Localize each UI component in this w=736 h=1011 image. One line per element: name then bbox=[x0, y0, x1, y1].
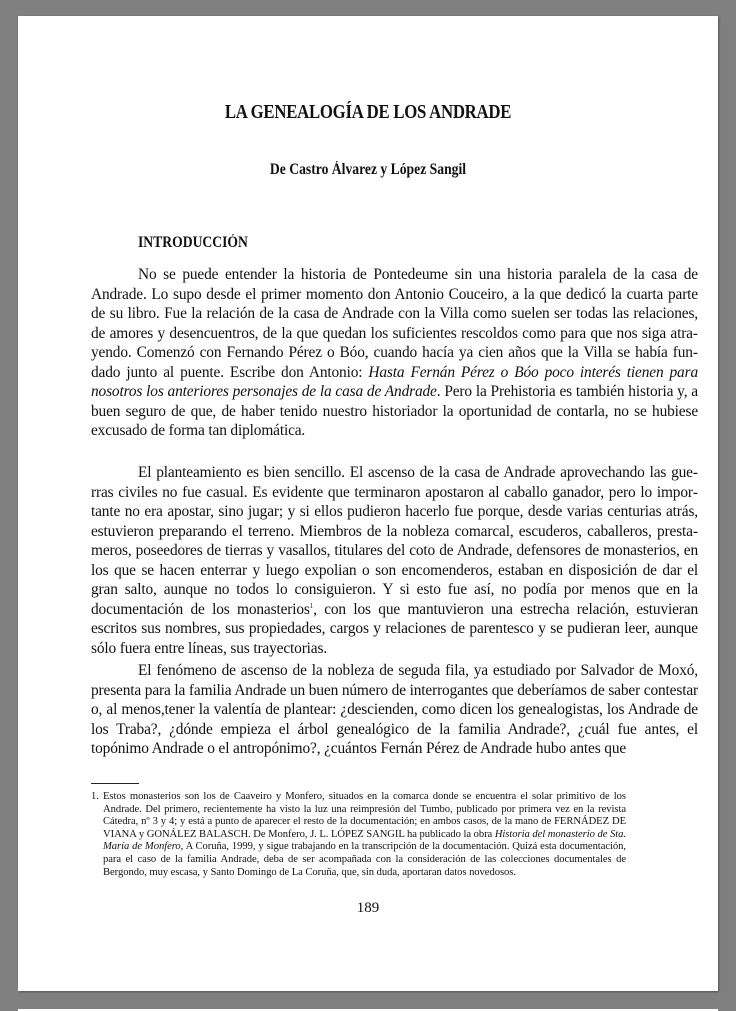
footnote-text bbox=[103, 791, 626, 879]
paragraph-text-part: No se puede entender la historia de Pontedeume sin una historia paralela de la casa de Andrade. Lo supo desde el primer momento don Antonio Couceiro, a la que dedicó la cuarta parte de su libro. Fue la relación de la casa de Andrade con la Villa como suelen ser todas las relaciones, de amores y desencuentros, de la que quedan los suficientes rescoldos como para que nos siga atrayendo. Comenzó con Fernando Pérez o Bóo, cuando hacía ya cien años que la Villa se había fundado junto al puente. Escribe don Antonio: bbox=[91, 266, 698, 381]
footnote-text-part: , A Coruña, 1999, y sigue trabajando en la transcripción de la documentación. Quizá esta documentación, para el caso de la familia Andrade, deba de ser acompañada con la consideración de las colecciones documentales de Bergondo, muy escasa, y Santo Domingo de La Coruña, que, sin duda, aportaran datos novedosos. bbox=[103, 841, 626, 878]
footnote bbox=[91, 791, 626, 879]
paragraph-text: El fenómeno de ascenso de la nobleza de seguda fila, ya estudiado por Salvador de Moxó, presenta para la familia Andrade un buen número de interrogantes que deberíamos de saber contestar o, al menos,tener la valentía de plantear: ¿descienden, como dicen los genealogistas, los Andrade de los Traba?, ¿dónde empieza el árbol genealógico de la familia Andrade?, ¿cuál fue antes, el topónimo Andrade o el antropónimo?, ¿cuántos Fernán Pérez de Andrade hubo antes que bbox=[91, 662, 698, 757]
paragraph-text-part: . Pero la Prehistoria es también historia y, a buen seguro de que, de haber tenido nuestro historiador la oportunidad de contarla, no se hubiese excusado de forma tan diplomática. bbox=[91, 383, 698, 439]
footnote-divider bbox=[91, 783, 139, 784]
footnote-book-title: Historia del monasterio de Sta. María de Monfero bbox=[103, 828, 626, 853]
document-page bbox=[18, 16, 718, 991]
paragraph-text-part: El planteamiento es bien sencillo. El ascenso de la casa de Andrade aprovechando las guerras civiles no fue casual. Es evidente que terminaron apostaron al caballo ganador, pero lo importante no era apostar, sino jugar; y si ellos pudieron hacerlo fue porque, desde varias centurias atrás, estuvieron preparando el terreno. Miembros de la nobleza comarcal, escuderos, caballeros, prestameros, poseedores de tierras y vasallos, titulares del coto de Andrade, defensores de monasterios, en los que se hacen enterrar y luego expolian o son encomenderos, estaban en disposición de dar el gran salto, aunque no todos lo consiguieron. Y si esto fue así, no podía por menos que en la documentación de los monasterios bbox=[91, 464, 698, 618]
paragraph-2 bbox=[91, 463, 698, 658]
document-title: LA GENEALOGÍA DE LOS ANDRADE bbox=[224, 102, 512, 123]
footnote-number: 1. bbox=[91, 791, 99, 802]
section-heading: INTRODUCCIÓN bbox=[138, 234, 248, 251]
paragraph-text bbox=[91, 265, 698, 441]
footnote-text-part: Estos monasterios son los de Caaveiro y Monfero, situados en la comarca donde se encuentra el solar primitivo de los Andrade. Del primero, recientemente ha visto la luz una reimpresión del Tumbo, publicado por primera vez en la revista Cátedra, nº 3 y 4; y está a punto de aparecer el resto de la documentación; en ambos casos, de la mano de FERNÁDEZ DE VIANA y GONÁLEZ BALASCH. De Monfero, J. L. LÓPEZ SANGIL ha publicado la obra bbox=[103, 791, 626, 840]
paragraph-3 bbox=[91, 661, 698, 759]
quotation-italic: Hasta Fernán Pérez o Bóo poco interés tienen para nosotros los anteriores personajes de la casa de Andrade bbox=[91, 363, 698, 400]
page-number: 189 bbox=[356, 900, 380, 916]
paragraph-1 bbox=[91, 265, 698, 441]
paragraph-text bbox=[91, 463, 698, 658]
document-authors: De Castro Álvarez y López Sangil bbox=[269, 161, 467, 178]
paragraph-text-part: , con los que mantuvieron una estrecha relación, estuvieran escritos sus nombres, sus propiedades, cargos y relaciones de parentesco y se pudieran leer, aunque sólo fuera entre líneas, sus trayectorias. bbox=[91, 600, 698, 657]
footnote-reference[interactable]: 1 bbox=[309, 601, 314, 610]
